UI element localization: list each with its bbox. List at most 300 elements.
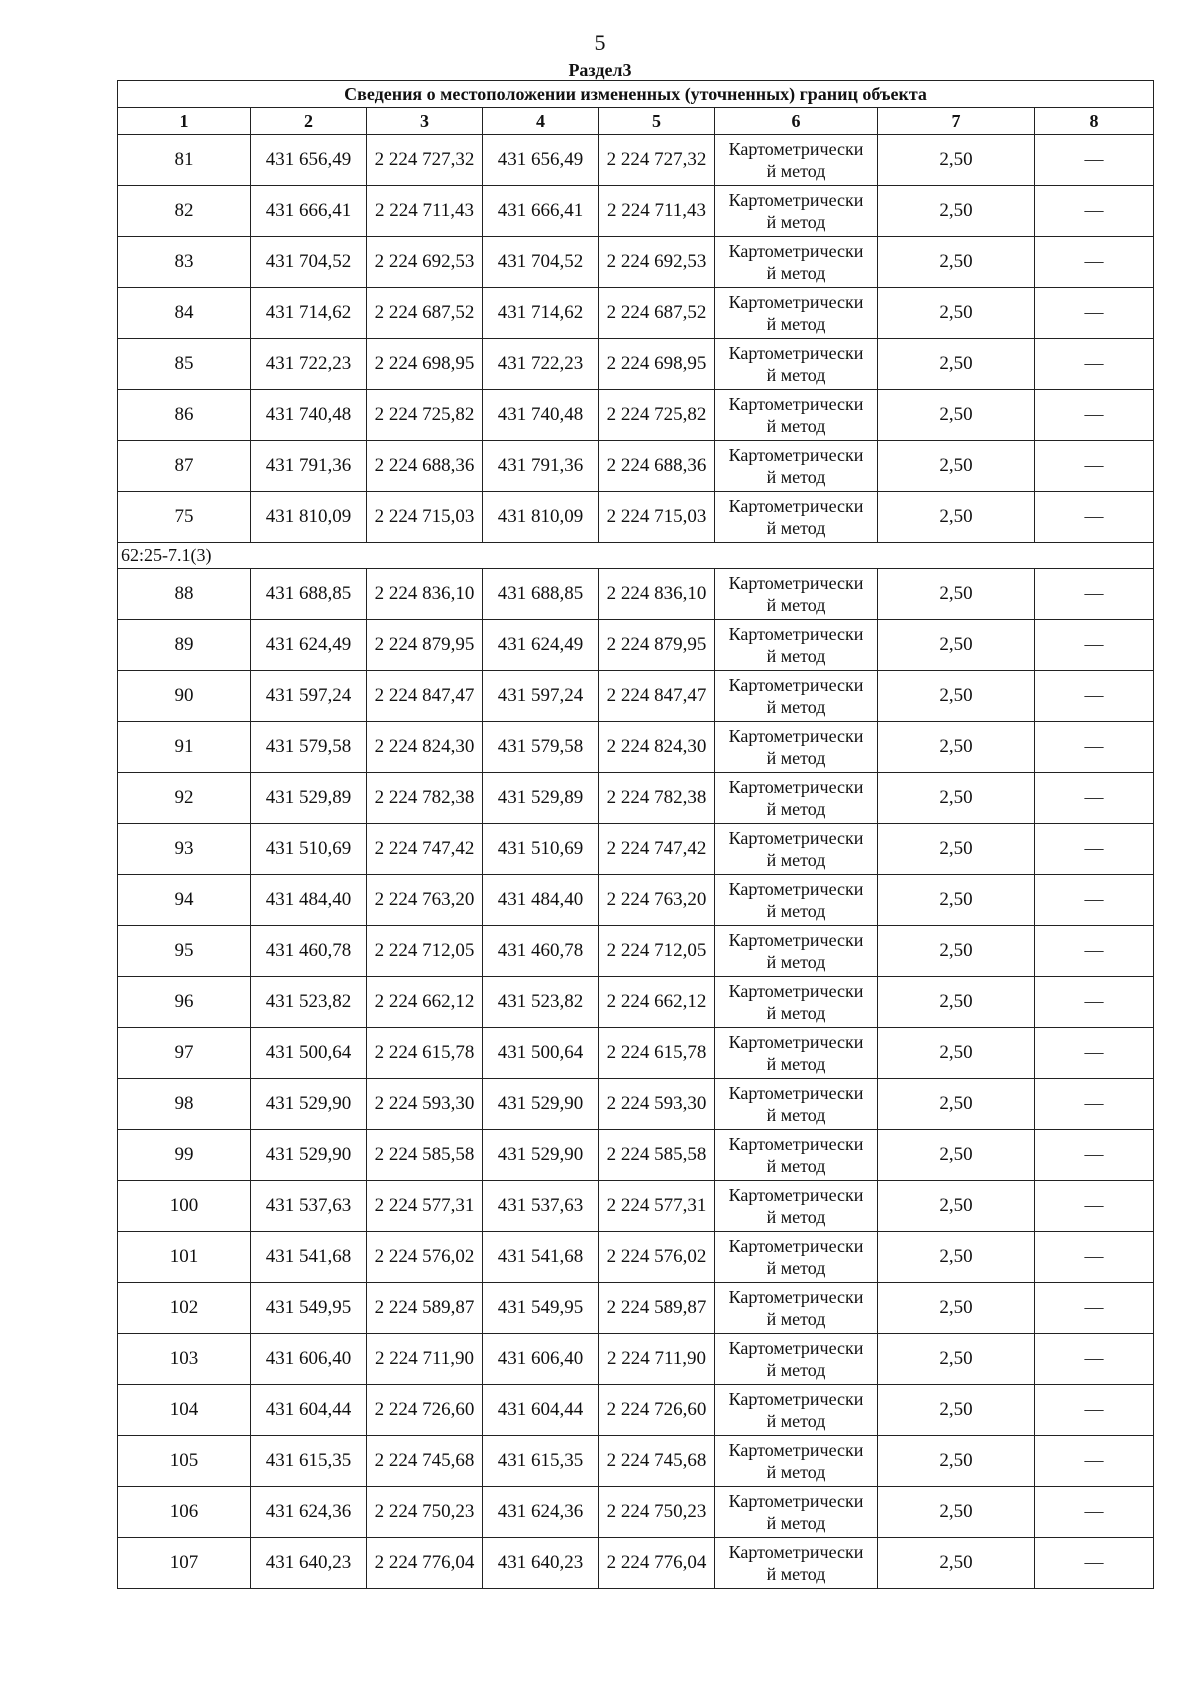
table-cell: 2,50 [878,339,1035,390]
table-cell: 431 529,90 [251,1130,367,1181]
table-cell: 431 791,36 [251,441,367,492]
table-cell: 2,50 [878,441,1035,492]
table-row [118,671,1154,722]
method-cell [715,671,878,722]
table-cell: 2 224 692,53 [367,237,483,288]
table-cell: — [1035,977,1154,1028]
table-cell: 431 714,62 [251,288,367,339]
table-cell: — [1035,390,1154,441]
table-row [118,1283,1154,1334]
table-cell: 431 704,52 [251,237,367,288]
table-cell: 431 541,68 [483,1232,599,1283]
method-text-line2: й метод [766,416,826,436]
table-row [118,620,1154,671]
table-cell: — [1035,237,1154,288]
table-cell: 2 224 782,38 [599,773,715,824]
table-row [118,722,1154,773]
table-cell: 2 224 662,12 [367,977,483,1028]
method-text-line1: Картометрически [728,1032,864,1052]
table-cell: 2 224 725,82 [367,390,483,441]
table-cell: 2 224 688,36 [599,441,715,492]
table-cell: 431 624,36 [483,1487,599,1538]
method-text-line1: Картометрически [728,1185,864,1205]
method-cell [715,722,878,773]
table-cell: 2 224 593,30 [599,1079,715,1130]
method-cell [715,1283,878,1334]
table-cell: 2,50 [878,671,1035,722]
table-cell: 431 460,78 [251,926,367,977]
table-cell: 431 740,48 [251,390,367,441]
table-cell: 2 224 712,05 [367,926,483,977]
table-cell: 2,50 [878,1538,1035,1589]
column-number: 1 [118,108,251,135]
table-cell: 105 [118,1436,251,1487]
table-cell: — [1035,1283,1154,1334]
table-cell: 2 224 725,82 [599,390,715,441]
table-cell: 2,50 [878,135,1035,186]
table-cell: — [1035,1385,1154,1436]
table-cell: 2 224 745,68 [367,1436,483,1487]
table-cell: 431 529,90 [483,1079,599,1130]
table-cell: 2 224 715,03 [367,492,483,543]
table-cell: 2 224 698,95 [599,339,715,390]
table-cell: 2 224 688,36 [367,441,483,492]
table-cell: 431 656,49 [483,135,599,186]
table-cell: 2 224 577,31 [599,1181,715,1232]
table-cell: — [1035,1028,1154,1079]
table-cell: 2 224 879,95 [599,620,715,671]
table-cell: 2 224 727,32 [367,135,483,186]
table-cell: 2 224 615,78 [367,1028,483,1079]
method-text-line2: й метод [766,212,826,232]
table-cell: 101 [118,1232,251,1283]
method-text-line1: Картометрически [728,445,864,465]
method-cell [715,1028,878,1079]
column-numbers-row [118,108,1154,135]
table-cell: — [1035,1334,1154,1385]
table-cell: 431 484,40 [251,875,367,926]
table-cell: 91 [118,722,251,773]
table-row [118,875,1154,926]
table-cell: 431 722,23 [483,339,599,390]
table-cell: 2 224 715,03 [599,492,715,543]
method-text-line1: Картометрически [728,930,864,950]
method-cell [715,492,878,543]
table-body [118,135,1154,1589]
table-cell: 106 [118,1487,251,1538]
method-text-line1: Картометрически [728,1389,864,1409]
table-cell: 2 224 593,30 [367,1079,483,1130]
table-cell: 2 224 585,58 [367,1130,483,1181]
table-cell: 2 224 662,12 [599,977,715,1028]
table-cell: — [1035,1130,1154,1181]
table-cell: 100 [118,1181,251,1232]
table-cell: 431 549,95 [251,1283,367,1334]
column-number: 8 [1035,108,1154,135]
table-cell: 431 640,23 [251,1538,367,1589]
method-text-line2: й метод [766,646,826,666]
table-cell: 431 722,23 [251,339,367,390]
method-cell [715,824,878,875]
method-cell [715,186,878,237]
method-text-line2: й метод [766,595,826,615]
method-text-line2: й метод [766,263,826,283]
method-cell [715,773,878,824]
method-cell [715,977,878,1028]
table-cell: 2 224 727,32 [599,135,715,186]
group-header-row [118,543,1154,569]
table-row [118,288,1154,339]
method-cell [715,620,878,671]
method-cell [715,1334,878,1385]
method-text-line1: Картометрически [728,981,864,1001]
table-cell: — [1035,1487,1154,1538]
table-cell: 431 597,24 [251,671,367,722]
table-cell: 2,50 [878,1283,1035,1334]
table-cell: 2 224 687,52 [599,288,715,339]
table-cell: — [1035,926,1154,977]
method-text-line1: Картометрически [728,675,864,695]
table-cell: 2 224 589,87 [367,1283,483,1334]
method-text-line2: й метод [766,1513,826,1533]
table-row [118,926,1154,977]
method-cell [715,1436,878,1487]
table-cell: 2,50 [878,1487,1035,1538]
table-cell: 2 224 747,42 [367,824,483,875]
table-cell: 431 606,40 [483,1334,599,1385]
table-cell: 431 604,44 [251,1385,367,1436]
table-cell: 2,50 [878,620,1035,671]
method-text-line1: Картометрически [728,292,864,312]
table-row [118,1385,1154,1436]
table-cell: 2 224 692,53 [599,237,715,288]
table-cell: 431 810,09 [251,492,367,543]
method-text-line1: Картометрически [728,573,864,593]
method-cell [715,135,878,186]
table-cell: 2,50 [878,1130,1035,1181]
table-cell: 431 640,23 [483,1538,599,1589]
method-text-line1: Картометрически [728,241,864,261]
method-cell [715,441,878,492]
table-cell: 90 [118,671,251,722]
method-text-line2: й метод [766,365,826,385]
table-cell: 431 529,90 [483,1130,599,1181]
page-number: 5 [594,30,606,55]
table-row [118,186,1154,237]
group-label: 62:25-7.1(3) [118,543,1154,569]
table-cell: 94 [118,875,251,926]
method-text-line2: й метод [766,518,826,538]
table-cell: 2,50 [878,1334,1035,1385]
table-cell: 2 224 589,87 [599,1283,715,1334]
table-cell: 2 224 750,23 [599,1487,715,1538]
table-cell: 2 224 750,23 [367,1487,483,1538]
table-row [118,1538,1154,1589]
method-text-line1: Картометрически [728,343,864,363]
table-cell: 431 541,68 [251,1232,367,1283]
table-cell: 2,50 [878,773,1035,824]
column-number: 4 [483,108,599,135]
table-cell: 431 615,35 [483,1436,599,1487]
table-cell: 2,50 [878,875,1035,926]
table-cell: 97 [118,1028,251,1079]
column-number: 7 [878,108,1035,135]
table-cell: 431 529,90 [251,1079,367,1130]
table-cell: 431 510,69 [483,824,599,875]
table-row [118,1487,1154,1538]
table-cell: 2,50 [878,977,1035,1028]
table-cell: 2,50 [878,1079,1035,1130]
table-cell: 2,50 [878,237,1035,288]
table-cell: 2 224 726,60 [367,1385,483,1436]
method-text-line2: й метод [766,1309,826,1329]
method-text-line2: й метод [766,850,826,870]
method-text-line1: Картометрически [728,496,864,516]
table-cell: 104 [118,1385,251,1436]
method-cell [715,339,878,390]
table-cell: 2 224 576,02 [599,1232,715,1283]
method-text-line2: й метод [766,697,826,717]
table-cell: 2,50 [878,390,1035,441]
table-cell: 89 [118,620,251,671]
method-text-line1: Картометрически [728,1236,864,1256]
method-text-line1: Картометрически [728,726,864,746]
table-cell: 98 [118,1079,251,1130]
table-cell: 431 606,40 [251,1334,367,1385]
table-cell: 431 597,24 [483,671,599,722]
table-cell: 92 [118,773,251,824]
table-cell: 431 656,49 [251,135,367,186]
table-cell: 431 688,85 [483,569,599,620]
table-cell: 2 224 711,90 [599,1334,715,1385]
table-cell: — [1035,1538,1154,1589]
table-cell: 93 [118,824,251,875]
table-cell: — [1035,492,1154,543]
table-row [118,1028,1154,1079]
table-cell: 2 224 585,58 [599,1130,715,1181]
table-cell: 88 [118,569,251,620]
table-cell: 431 500,64 [483,1028,599,1079]
method-cell [715,1487,878,1538]
method-cell [715,1130,878,1181]
table-cell: 2 224 712,05 [599,926,715,977]
table-cell: 2 224 711,43 [599,186,715,237]
method-text-line2: й метод [766,952,826,972]
method-text-line2: й метод [766,1360,826,1380]
table-cell: 2,50 [878,1436,1035,1487]
table-cell: 2 224 577,31 [367,1181,483,1232]
table-cell: 2,50 [878,1028,1035,1079]
method-cell [715,875,878,926]
table-cell: 2,50 [878,1385,1035,1436]
table-cell: — [1035,441,1154,492]
table-cell: 431 624,49 [251,620,367,671]
table-row [118,135,1154,186]
table-cell: 431 624,36 [251,1487,367,1538]
table-cell: 2 224 782,38 [367,773,483,824]
table-cell: 2 224 836,10 [599,569,715,620]
table-cell: 2 224 698,95 [367,339,483,390]
method-text-line2: й метод [766,1156,826,1176]
method-cell [715,1181,878,1232]
table-cell: 2 224 726,60 [599,1385,715,1436]
method-text-line1: Картометрически [728,879,864,899]
table-cell: — [1035,1436,1154,1487]
method-cell [715,1232,878,1283]
table-cell: 431 537,63 [483,1181,599,1232]
table-row [118,773,1154,824]
table-cell: 431 624,49 [483,620,599,671]
table-cell: 2 224 576,02 [367,1232,483,1283]
table-row [118,1181,1154,1232]
table-cell: 431 666,41 [251,186,367,237]
table-cell: 2,50 [878,926,1035,977]
method-text-line1: Картометрически [728,1440,864,1460]
table-cell: — [1035,1079,1154,1130]
table-row [118,339,1154,390]
table-cell: — [1035,135,1154,186]
table-row [118,1334,1154,1385]
table-cell: — [1035,1181,1154,1232]
section-title: Раздел3 [568,60,632,80]
method-text-line1: Картометрически [728,1542,864,1562]
table-cell: 2,50 [878,722,1035,773]
method-text-line2: й метод [766,1462,826,1482]
table-cell: 96 [118,977,251,1028]
table-title: Сведения о местоположении измененных (уточненных) границ объекта [118,81,1154,108]
method-text-line2: й метод [766,1003,826,1023]
table-cell: 431 579,58 [251,722,367,773]
coordinates-table [117,80,1154,1589]
table-cell: 95 [118,926,251,977]
table-cell: 102 [118,1283,251,1334]
method-text-line1: Картометрически [728,828,864,848]
table-cell: 431 537,63 [251,1181,367,1232]
table-cell: 431 791,36 [483,441,599,492]
method-text-line1: Картометрически [728,190,864,210]
method-text-line2: й метод [766,1207,826,1227]
table-cell: 86 [118,390,251,441]
table-cell: 2 224 824,30 [599,722,715,773]
table-cell: 2 224 687,52 [367,288,483,339]
table-cell: 431 500,64 [251,1028,367,1079]
method-text-line1: Картометрически [728,624,864,644]
table-cell: 431 714,62 [483,288,599,339]
table-cell: 2 224 763,20 [599,875,715,926]
table-cell: 2 224 776,04 [599,1538,715,1589]
method-text-line1: Картометрически [728,1491,864,1511]
method-text-line2: й метод [766,314,826,334]
table-row [118,390,1154,441]
method-cell [715,1385,878,1436]
table-cell: 2 224 879,95 [367,620,483,671]
table-cell: 2,50 [878,824,1035,875]
table-cell: 431 460,78 [483,926,599,977]
column-number: 2 [251,108,367,135]
method-cell [715,926,878,977]
table-row [118,237,1154,288]
table-cell: 2 224 615,78 [599,1028,715,1079]
table-cell: 2,50 [878,569,1035,620]
table-cell: 431 579,58 [483,722,599,773]
method-text-line2: й метод [766,748,826,768]
table-cell: 431 529,89 [483,773,599,824]
table-cell: 82 [118,186,251,237]
table-row [118,492,1154,543]
table-cell: 2 224 836,10 [367,569,483,620]
method-cell [715,1538,878,1589]
method-text-line1: Картометрически [728,1287,864,1307]
table-row [118,977,1154,1028]
table-cell: 85 [118,339,251,390]
table-cell: 431 549,95 [483,1283,599,1334]
table-cell: 83 [118,237,251,288]
table-cell: 431 523,82 [251,977,367,1028]
method-text-line2: й метод [766,161,826,181]
method-text-line1: Картометрически [728,394,864,414]
table-cell: — [1035,671,1154,722]
method-text-line2: й метод [766,799,826,819]
table-cell: 2 224 711,43 [367,186,483,237]
table-cell: 431 704,52 [483,237,599,288]
table-cell: 2,50 [878,492,1035,543]
method-text-line2: й метод [766,467,826,487]
table-cell: 2,50 [878,1181,1035,1232]
table-cell: — [1035,824,1154,875]
table-row [118,441,1154,492]
method-text-line1: Картометрически [728,1083,864,1103]
table-cell: 87 [118,441,251,492]
method-cell [715,1079,878,1130]
table-cell: 2,50 [878,186,1035,237]
table-cell: 2 224 847,47 [599,671,715,722]
column-number: 5 [599,108,715,135]
table-cell: 431 510,69 [251,824,367,875]
method-text-line1: Картометрически [728,1338,864,1358]
method-text-line2: й метод [766,1564,826,1584]
table-cell: 431 529,89 [251,773,367,824]
table-cell: 431 740,48 [483,390,599,441]
table-cell: — [1035,186,1154,237]
table-row [118,569,1154,620]
table-cell: 107 [118,1538,251,1589]
table-cell: 99 [118,1130,251,1181]
table-cell: — [1035,339,1154,390]
table-cell: — [1035,288,1154,339]
table-row [118,824,1154,875]
table-cell: 2 224 711,90 [367,1334,483,1385]
table-cell: 2 224 745,68 [599,1436,715,1487]
table-cell: 2 224 763,20 [367,875,483,926]
table-cell: 84 [118,288,251,339]
column-number: 6 [715,108,878,135]
table-cell: 431 688,85 [251,569,367,620]
table-row [118,1436,1154,1487]
table-cell: 2 224 776,04 [367,1538,483,1589]
table-cell: — [1035,722,1154,773]
table-row [118,1232,1154,1283]
table-cell: 431 810,09 [483,492,599,543]
table-cell: 2 224 847,47 [367,671,483,722]
table-cell: 2,50 [878,1232,1035,1283]
table-row [118,1079,1154,1130]
table-cell: 2,50 [878,288,1035,339]
method-text-line2: й метод [766,1411,826,1431]
method-cell [715,237,878,288]
method-cell [715,569,878,620]
table-cell: 431 615,35 [251,1436,367,1487]
table-cell: 431 604,44 [483,1385,599,1436]
